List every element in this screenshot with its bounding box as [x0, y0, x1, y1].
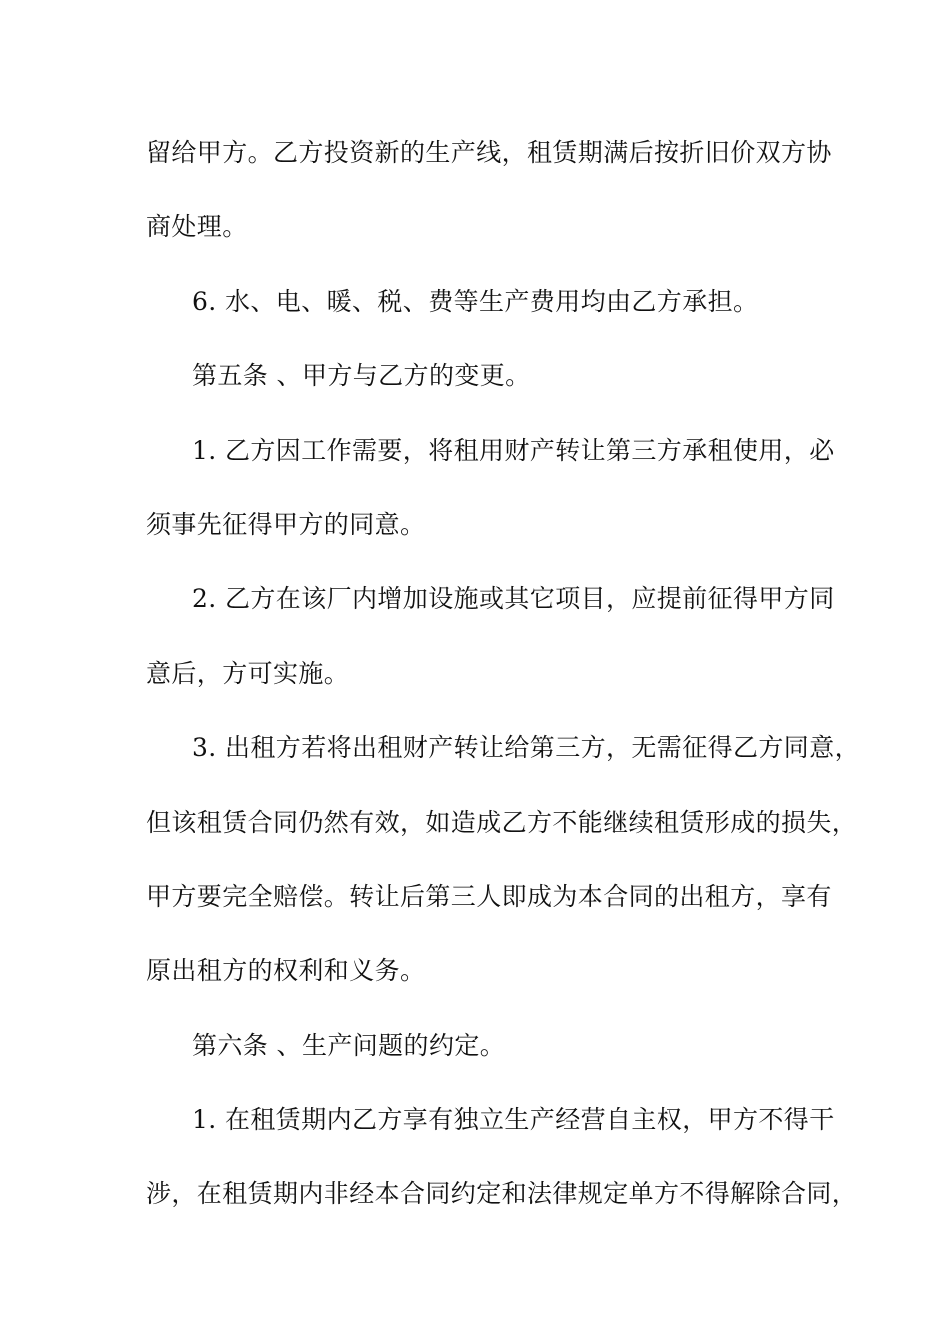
text-line: 2. 乙方在该厂内增加设施或其它项目，应提前征得甲方同 — [192, 584, 835, 614]
text-line: 商处理。 — [146, 212, 248, 242]
text-line: 须事先征得甲方的同意。 — [146, 509, 426, 539]
document-body — [146, 116, 861, 1232]
text-line: 1. 乙方因工作需要，将租用财产转让第三方承租使用，必 — [192, 435, 835, 465]
text-line: 甲方要完全赔偿。转让后第三人即成为本合同的出租方，享有 — [146, 881, 832, 911]
text-line: 1. 在租赁期内乙方享有独立生产经营自主权，甲方不得干 — [192, 1105, 835, 1135]
text-line: 6. 水、电、暖、税、费等生产费用均由乙方承担。 — [192, 286, 759, 316]
text-line: 原出租方的权利和义务。 — [146, 956, 426, 986]
text-line: 但该租赁合同仍然有效，如造成乙方不能继续租赁形成的损失， — [146, 807, 858, 837]
section-heading: 第六条 、生产问题的约定。 — [192, 1030, 506, 1060]
section-heading: 第五条 、甲方与乙方的变更。 — [192, 361, 531, 391]
text-line: 留给甲方。乙方投资新的生产线，租赁期满后按折旧价双方协 — [146, 138, 832, 167]
text-line: 意后，方可实施。 — [146, 658, 350, 688]
text-line: 涉，在租赁期内非经本合同约定和法律规定单方不得解除合同， — [146, 1179, 858, 1209]
text-line: 3. 出租方若将出租财产转让给第三方，无需征得乙方同意， — [192, 733, 861, 763]
